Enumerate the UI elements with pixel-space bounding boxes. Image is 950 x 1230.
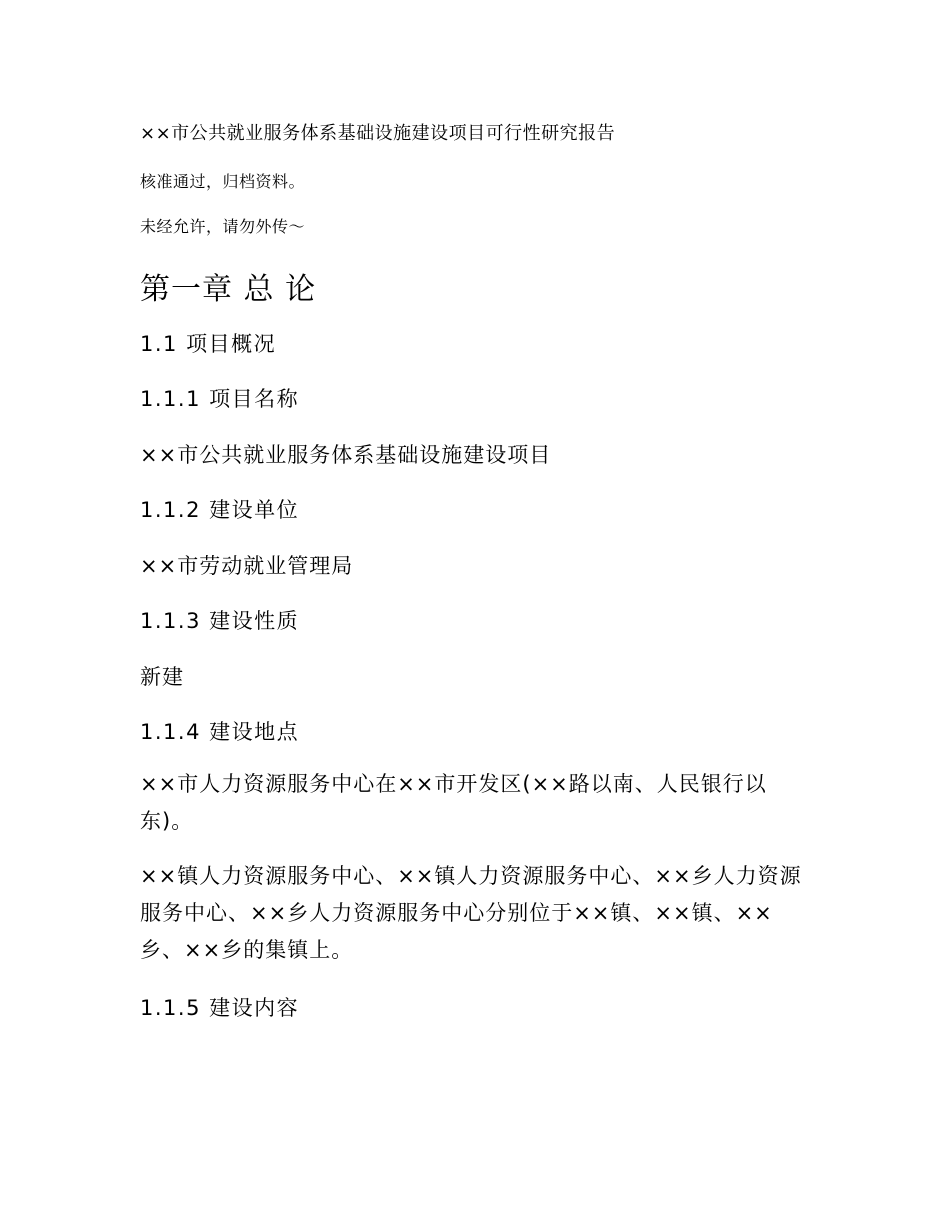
project-name-text: ××市公共就业服务体系基础设施建设项目 bbox=[140, 443, 552, 467]
section-heading-1-1-3: 1.1.3 建设性质 bbox=[140, 609, 300, 633]
location-paragraph-1: ××市人力资源服务中心在××市开发区(××路以南、人民银行以东)。 bbox=[140, 772, 767, 833]
chapter-heading: 第一章 总 论 bbox=[140, 272, 317, 307]
construction-unit-text: ××市劳动就业管理局 bbox=[140, 554, 354, 578]
construction-nature-text: 新建 bbox=[140, 665, 184, 689]
confidential-note: 未经允许，请勿外传～ bbox=[140, 217, 306, 236]
section-heading-1-1: 1.1 项目概况 bbox=[140, 332, 277, 356]
report-title-line: ××市公共就业服务体系基础设施建设项目可行性研究报告 bbox=[140, 123, 616, 144]
section-heading-1-1-4: 1.1.4 建设地点 bbox=[140, 720, 300, 744]
section-heading-1-1-5: 1.1.5 建设内容 bbox=[140, 996, 300, 1020]
section-heading-1-1-2: 1.1.2 建设单位 bbox=[140, 498, 300, 522]
approval-note: 核准通过，归档资料。 bbox=[140, 172, 306, 191]
section-heading-1-1-1: 1.1.1 项目名称 bbox=[140, 387, 300, 411]
location-paragraph-2: ××镇人力资源服务中心、××镇人力资源服务中心、××乡人力资源服务中心、××乡人力资源服务中心分别位于××镇、××镇、××乡、××乡的集镇上。 bbox=[140, 864, 802, 962]
